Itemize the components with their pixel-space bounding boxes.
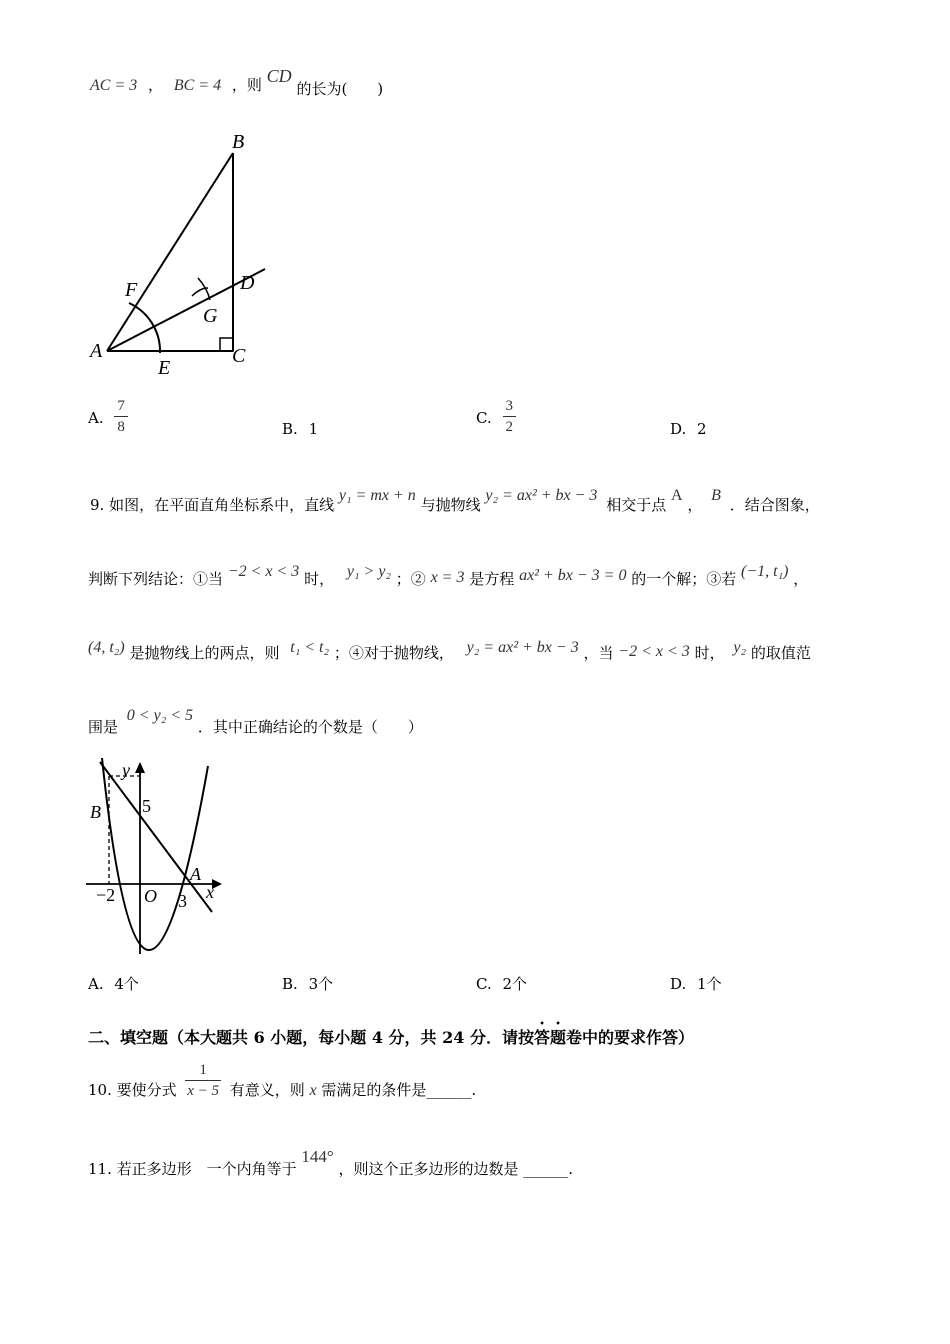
q9-line-2-t2: ；② <box>395 570 426 588</box>
q9-y-axis-arrow <box>135 762 145 773</box>
q8-option-a-fraction <box>114 396 128 437</box>
q8-bc: BC = 4 <box>173 77 222 94</box>
q9-line-3-t4: 时， <box>694 644 725 662</box>
q9-graph-figure <box>82 758 227 958</box>
q9-line-1-end: ．结合图象， <box>729 496 820 514</box>
q8-option-c-letter: C. <box>476 408 492 427</box>
q9-option-d-letter: D. <box>670 975 687 993</box>
q8-option-a-letter: A. <box>88 408 104 427</box>
q8-option-c-num: 3 <box>503 396 517 417</box>
q8-option-a-num: 7 <box>114 396 128 417</box>
q9-line-3 <box>88 636 811 662</box>
q9-label-minus2: −2 <box>96 885 116 905</box>
q9-option-b-letter: B. <box>282 975 298 993</box>
q9-line-2-eq: ax² + bx − 3 = 0 <box>519 567 627 584</box>
section-2-heading <box>88 1018 694 1048</box>
q9-line-3-pt2: (4, t₂) <box>88 639 125 656</box>
q9-line-1-mid: 与抛物线 <box>420 496 481 514</box>
q8-option-c-fraction <box>503 396 517 437</box>
q10-prefix: 10. 要使分式 <box>88 1080 177 1099</box>
q8-stem <box>90 66 384 98</box>
q9-line-2-t5: ， <box>793 570 809 588</box>
q8-label-g: G <box>203 305 218 327</box>
q9-option-a-letter: A. <box>88 975 104 993</box>
q9-line-2-range: −2 < x < 3 <box>227 563 300 580</box>
q9-line-1-comma: ， <box>687 496 703 514</box>
q10-tail: 需满足的条件是______. <box>321 1080 477 1099</box>
q8-option-c-den: 2 <box>505 419 513 435</box>
q11-angle: 144° <box>301 1147 334 1166</box>
q9-line-2-t1: 时， <box>304 570 335 588</box>
q8-option-c[interactable] <box>476 396 516 437</box>
q10-mid: 有意义，则 <box>229 1080 305 1099</box>
q9-option-a[interactable] <box>88 973 139 994</box>
q8-cd: CD <box>266 66 292 86</box>
q9-line-3-t5: 的取值范 <box>750 644 811 662</box>
q9-option-b-value: 3个 <box>308 975 334 993</box>
q9-line-4-prefix: 围是 <box>88 718 119 736</box>
q8-label-f: F <box>125 279 138 301</box>
q9-line-1-a: A <box>671 487 683 504</box>
q9-line-2-ineq: y₁ > y₂ <box>346 563 391 580</box>
q8-option-d[interactable] <box>670 420 707 438</box>
q8-option-a-den: 8 <box>117 419 125 435</box>
q9-option-c-letter: C. <box>476 975 492 993</box>
q9-option-b[interactable] <box>282 973 333 994</box>
q9-line-1-prefix: 9. 如图，在平面直角坐标系中，直线 <box>90 496 335 514</box>
q9-label-y: y <box>122 760 130 780</box>
q9-line-2-pt1: (−1, t₁) <box>741 563 789 580</box>
q11 <box>88 1146 574 1178</box>
q9-line-3-t3: ，当 <box>583 644 614 662</box>
q8-label-e: E <box>158 357 171 379</box>
section-2-title-b: 卷中的要求作答） <box>565 1028 694 1047</box>
q9-option-c-value: 2个 <box>502 975 528 993</box>
q8-label-d: D <box>240 272 255 294</box>
q9-option-d[interactable] <box>670 973 722 994</box>
q8-label-b: B <box>232 131 245 153</box>
q8-option-b[interactable] <box>282 420 318 438</box>
q8-option-b-value: 1 <box>308 420 319 438</box>
q9-label-o: O <box>144 886 157 906</box>
q8-option-b-letter: B. <box>282 420 298 438</box>
q9-line-3-t2: ；④对于抛物线， <box>333 644 454 662</box>
q10 <box>88 1060 476 1101</box>
q9-option-a-value: 4个 <box>114 975 139 993</box>
q10-x: x <box>309 1081 317 1099</box>
section-2-title-dots: 答题 <box>533 1028 566 1047</box>
q9-line-4-range: 0 < y₂ < 5 <box>126 707 194 724</box>
q9-option-c[interactable] <box>476 973 527 994</box>
q9-line-1-y2: y₂ = ax² + bx − 3 <box>485 487 598 504</box>
q8-sep1: ， <box>148 76 164 94</box>
q9-line-1-tail: 相交于点 <box>606 496 667 514</box>
q9-line-3-y2: y₂ = ax² + bx − 3 <box>466 639 579 656</box>
q10-fraction <box>185 1060 221 1101</box>
q9-line-1 <box>90 484 820 514</box>
q8-option-a[interactable] <box>88 396 128 437</box>
q9-label-b: B <box>90 802 101 822</box>
q9-label-5: 5 <box>142 796 151 816</box>
q8-label-c: C <box>232 345 246 367</box>
q9-line-4 <box>88 704 423 736</box>
q9-line-2-x3: x = 3 <box>430 569 465 586</box>
q8-option-d-value: 2 <box>697 420 707 438</box>
q8-ac: AC = 3 <box>90 77 138 94</box>
q9-line-3-tt: t₁ < t₂ <box>290 639 330 656</box>
q9-line-2 <box>88 560 809 588</box>
q8-option-d-letter: D. <box>670 420 687 438</box>
q10-den: x − 5 <box>187 1083 220 1099</box>
q9-line-3-t1: 是抛物线上的两点，则 <box>129 644 280 662</box>
q9-line-2-t3: 是方程 <box>469 570 515 588</box>
q9-label-a: A <box>190 864 201 884</box>
q9-line-1-b: B <box>711 487 721 504</box>
q8-sep2: ，则 <box>231 76 262 94</box>
q9-line-2-prefix: 判断下列结论：①当 <box>88 570 224 588</box>
q8-tail: 的长为( ) <box>296 80 384 98</box>
q8-triangle-figure <box>80 128 280 383</box>
q11-prefix: 11. 若正多边形 一个内角等于 <box>88 1160 297 1178</box>
q9-label-3: 3 <box>178 891 187 911</box>
q10-num: 1 <box>185 1060 221 1081</box>
section-2-title-a: 二、填空题（本大题共 6 小题，每小题 4 分，共 24 分．请按 <box>88 1028 534 1047</box>
q9-option-d-value: 1个 <box>697 975 722 993</box>
q9-label-x: x <box>206 882 214 902</box>
q8-label-a: A <box>90 340 103 362</box>
q9-line-3-range: −2 < x < 3 <box>618 643 690 660</box>
q11-tail: ，则这个正多边形的边数是 ______. <box>338 1160 574 1178</box>
q9-line-1-y1: y₁ = mx + n <box>338 487 416 504</box>
q9-line-4-tail: ．其中正确结论的个数是（ ） <box>197 718 423 736</box>
q9-line-3-y2s: y₂ <box>733 639 747 656</box>
q9-line-2-t4: 的一个解；③若 <box>631 570 737 588</box>
